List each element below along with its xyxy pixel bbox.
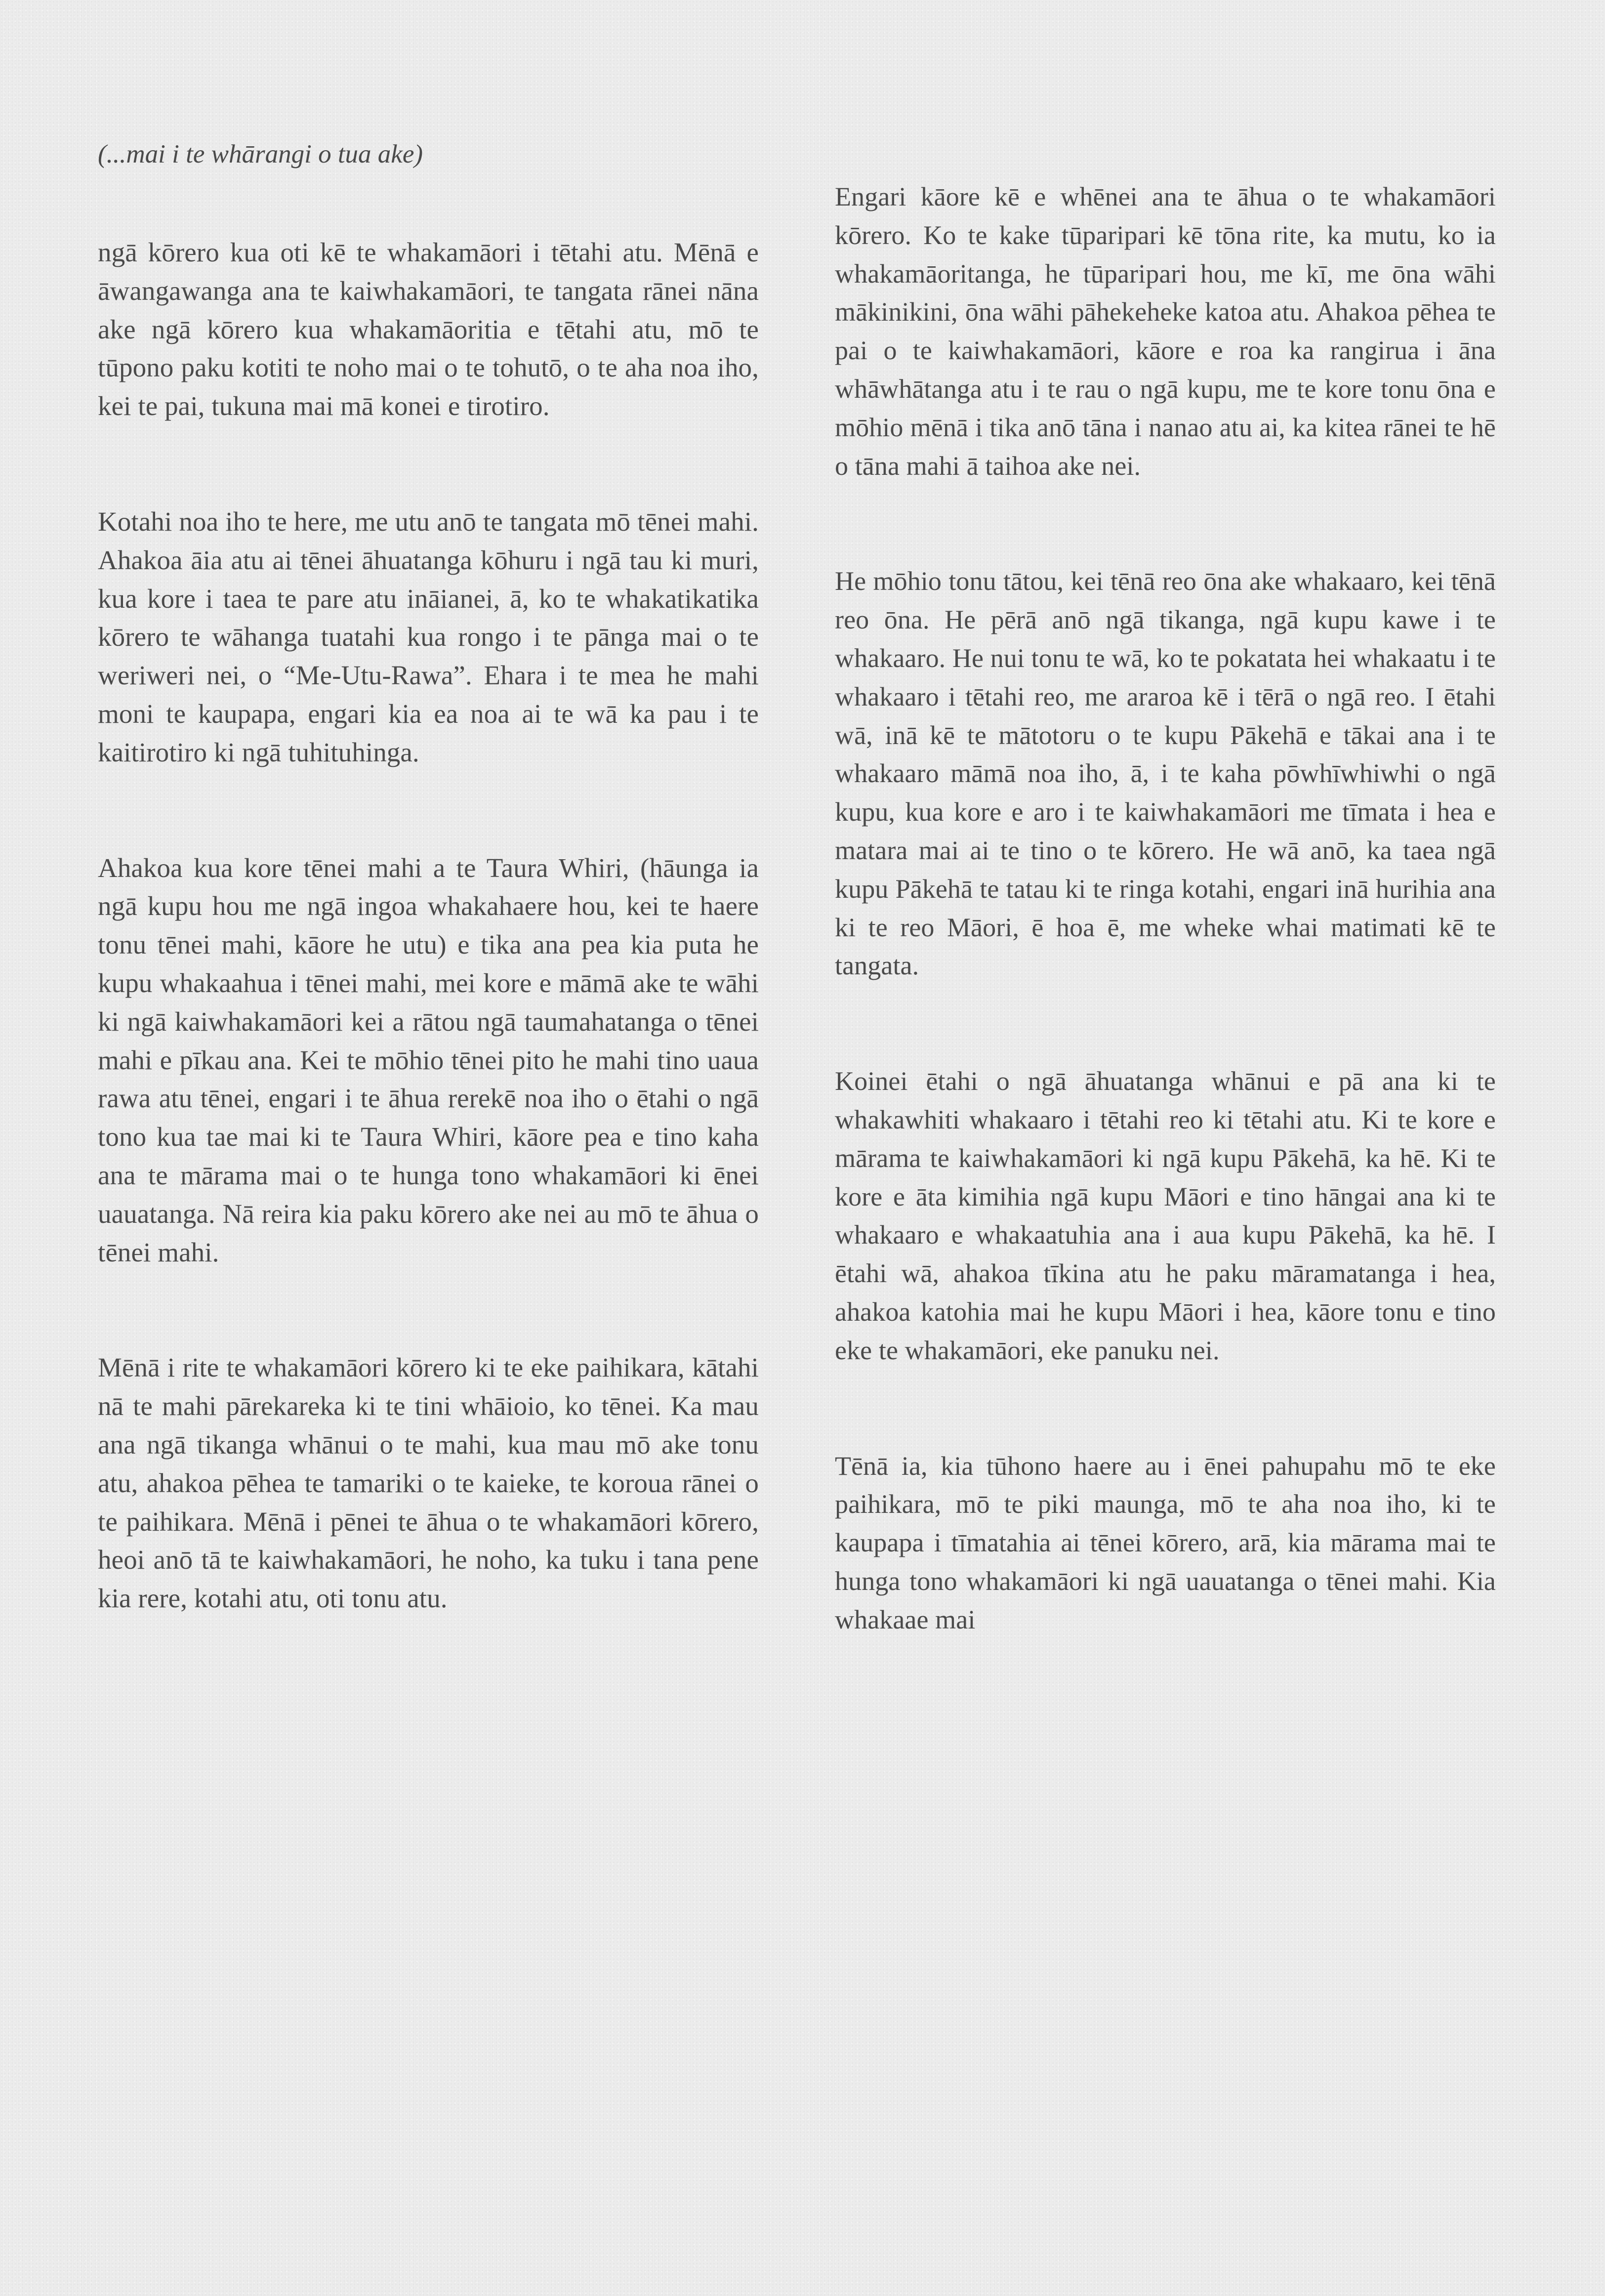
right-paragraph-2: He mōhio tonu tātou, kei tēnā reo ōna ake whakaaro, kei tēnā reo ōna. He pērā anō ngā tikanga, ngā kupu kawe i te whakaaro. He nui tonu te wā, ko te pokatata hei whakaatu i te whakaaro i tētahi reo, me araroa kē i tērā o ngā reo. I ētahi wā, inā kē te mātotoru o te kupu Pākehā e tākai ana i te whakaaro māmā noa iho, ā, i te kaha pōwhīwhiwhi o ngā kupu, kua kore e aro i te kaiwhakamāori me tīmata i hea e matara mai ai te tino o te kōrero. He wā anō, ka taea ngā kupu Pākehā te tatau ki te ringa kotahi, engari inā hurihia ana ki te reo Māori, ē hoa ē, me wheke whai matimati kē te tangata.: [835, 566, 1496, 981]
left-paragraph-4: Mēnā i rite te whakamāori kōrero ki te eke paihikara, kātahi nā te mahi pārekareka ki te tini whāioio, ko tēnei. Ka mau ana ngā tikanga whānui o te mahi, kua mau mō ake tonu atu, ahakoa pēhea te tamariki o te kaieke, te koroua rānei o te paihikara. Mēnā i pēnei te āhua o te whakamāori kōrero, heoi anō tā te kaiwhakamāori, he noho, ka tuku i tana pene kia rere, kotahi atu, oti tonu atu.: [98, 1352, 759, 1614]
right-paragraph-3: Koinei ētahi o ngā āhuatanga whānui e pā ana ki te whakawhiti whakaaro i tētahi reo ki tētahi atu. Ki te kore e mārama te kaiwhakamāori ki ngā kupu Pākehā, ka hē. Ki te kore e āta kimihia ngā kupu Māori e tino hāngai ana ki te whakaaro e whakaatuhia ana i aua kupu Pākehā, ka hē. I ētahi wā, ahakoa tīkina atu he paku māramatanga i hea, ahakoa katohia mai he kupu Māori i hea, kāore tonu e tino eke te whakamāori, eke panuku nei.: [835, 1066, 1496, 1365]
left-paragraph-1: ngā kōrero kua oti kē te whakamāori i tētahi atu. Mēnā e āwangawanga ana te kaiwhakamāori, te tangata rānei nāna ake ngā kōrero kua whakamāoritia e tētahi atu, mō te tūpono paku kotiti te noho mai o te tohutō, o te aha noa iho, kei te pai, tukuna mai mā konei e tirotiro.: [98, 237, 759, 421]
left-column: [98, 233, 759, 1618]
continuation-note: (...mai i te whārangi o tua ake): [98, 140, 423, 168]
left-paragraph-3: Ahakoa kua kore tēnei mahi a te Taura Whiri, (hāunga ia ngā kupu hou me ngā ingoa whakahaere hou, kei te haere tonu tēnei mahi, kāore he utu) e tika ana pea kia puta he kupu whakaahua i tēnei mahi, mei kore e māmā ake te wāhi ki ngā kaiwhakamāori kei a rātou ngā taumahatanga o tēnei mahi e pīkau ana. Kei te mōhio tēnei pito he mahi tino uaua rawa atu tēnei, engari i te āhua rerekē noa iho o ētahi o ngā tono kua tae mai ki te Taura Whiri, kāore pea e tino kaha ana te mārama mai o te hunga tono whakamāori ki ēnei uauatanga. Nā reira kia paku kōrero ake nei au mō te āhua o tēnei mahi.: [98, 852, 759, 1267]
left-paragraph-2: Kotahi noa iho te here, me utu anō te tangata mō tēnei mahi. Ahakoa āia atu ai tēnei āhuatanga kōhuru i ngā tau ki muri, kua kore i taea te pare atu ināianei, ā, ko te whakatikatika kōrero te wāhanga tuatahi kua rongo i te pānga mai o te weriweri nei, o “Me-Utu-Rawa”. Ehara i te mea he mahi moni te kaupapa, engari kia ea noa ai te wā ka pau i te kaitirotiro ki ngā tuhituhinga.: [98, 506, 759, 767]
right-paragraph-1: Engari kāore kē e whēnei ana te āhua o te whakamāori kōrero. Ko te kake tūparipari kē tōna rite, ka mutu, ko ia whakamāoritanga, he tūparipari hou, me kī, me ōna wāhi mākinikini, ōna wāhi pāhekeheke katoa atu. Ahakoa pēhea te pai o te kaiwhakamāori, kāore e roa ka rangirua i āna whāwhātanga atu i te rau o ngā kupu, me te kore tonu ōna e mōhio mēnā i tika anō tāna i nanao atu ai, ka kitea rānei te hē o tāna mahi ā taihoa ake nei.: [835, 182, 1496, 481]
right-paragraph-4: Tēnā ia, kia tūhono haere au i ēnei pahupahu mō te eke paihikara, mō te piki maunga, mō te aha noa iho, ki te kaupapa i tīmatahia ai tēnei kōrero, arā, kia mārama mai te hunga tono whakamāori ki ngā uauatanga o tēnei mahi. Kia whakaae mai: [835, 1451, 1496, 1634]
right-column: [835, 178, 1496, 1639]
